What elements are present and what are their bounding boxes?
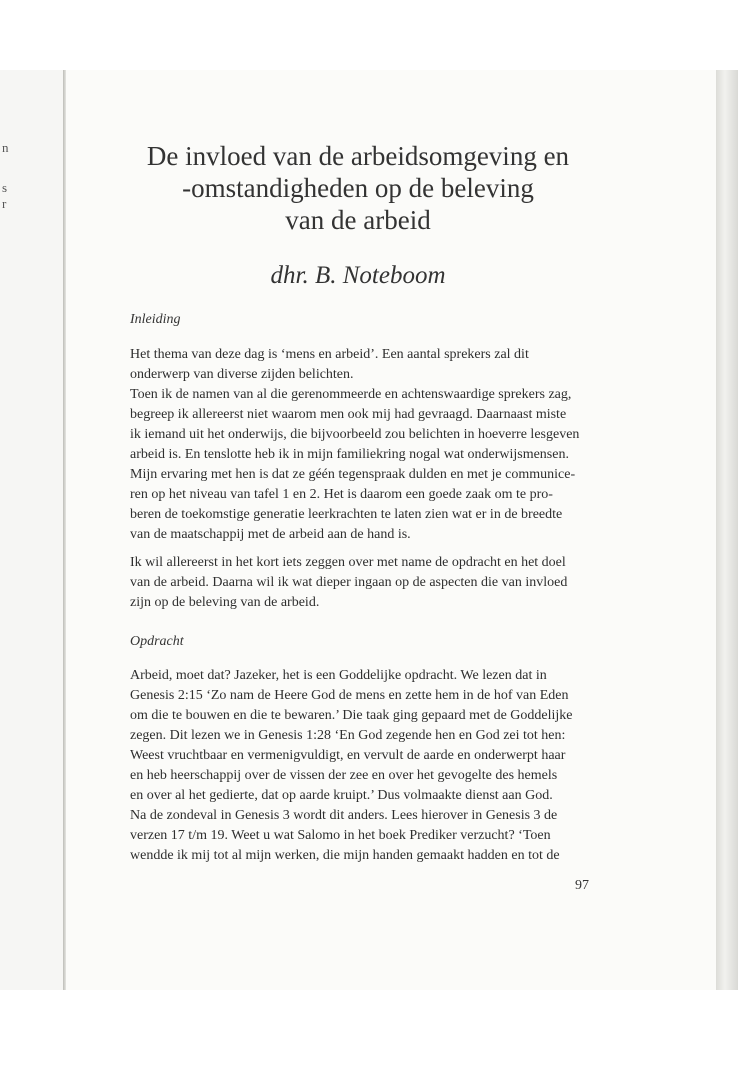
text-line: zegen. Dit lezen we in Genesis 1:28 ‘En God zegende hen en God zei tot hen:	[130, 728, 566, 743]
page-number: 97	[575, 878, 589, 893]
facing-page-letter: n	[2, 140, 9, 155]
text-line: onderwerp van diverse zijden belichten.	[130, 367, 354, 382]
text-line: verzen 17 t/m 19. Weet u wat Salomo in het boek Prediker verzucht? ‘Toen	[130, 828, 551, 843]
paragraph-intro	[130, 345, 590, 545]
section-heading-opdracht: Opdracht	[130, 634, 184, 649]
text-line: om die te bouwen en die te bewaren.’ Die taak ging gepaard met de Goddelijke	[130, 708, 573, 723]
text-line: en heb heerschappij over de vissen der zee en over het gevogelte des hemels	[130, 768, 558, 783]
section-heading-inleiding: Inleiding	[130, 312, 181, 327]
text-line: arbeid is. En tenslotte heb ik in mijn familiekring nogal wat onderwijsmensen.	[130, 447, 569, 462]
text-line: beren de toekomstige generatie leerkrachten te laten zien wat er in de breedte	[130, 507, 563, 522]
text-line: Na de zondeval in Genesis 3 wordt dit anders. Lees hierover in Genesis 3 de	[130, 808, 558, 823]
text-line: begreep ik allereerst niet waarom men ook mij had gevraagd. Daarnaast miste	[130, 407, 567, 422]
text-line: van de maatschappij met de arbeid aan de hand is.	[130, 527, 411, 542]
text-line: Ik wil allereerst in het kort iets zeggen over met name de opdracht en het doel	[130, 555, 566, 570]
author-name: dhr. B. Noteboom	[270, 262, 446, 289]
page-edge-stack	[716, 70, 738, 990]
title-line: De invloed van de arbeidsomgeving en	[146, 141, 570, 171]
text-line: zijn op de beleving van de arbeid.	[130, 595, 320, 610]
text-line: Het thema van deze dag is ‘mens en arbeid’. Een aantal sprekers zal dit	[130, 347, 529, 362]
facing-page-edge	[0, 70, 64, 990]
title-line: van de arbeid	[285, 205, 431, 235]
text-line: wendde ik mij tot al mijn werken, die mijn handen gemaakt hadden en tot de	[130, 848, 560, 863]
paragraph-overview	[130, 553, 590, 613]
text-line: van de arbeid. Daarna wil ik wat dieper ingaan op de aspecten die van invloed	[130, 575, 568, 590]
article-title	[66, 140, 650, 236]
paragraph-opdracht	[130, 666, 590, 866]
text-line: en over al het gedierte, dat op aarde kruipt.’ Dus volmaakte dienst aan God.	[130, 788, 553, 803]
text-line: Toen ik de namen van al die gerenommeerde en achtenswaardige sprekers zag,	[130, 387, 572, 402]
text-line: Mijn ervaring met hen is dat ze géén tegenspraak dulden en met je communice-	[130, 467, 576, 482]
text-line: ik iemand uit het onderwijs, die bijvoorbeeld zou belichten in hoeverre lesgeven	[130, 427, 580, 442]
title-line: -omstandigheden op de beleving	[182, 173, 534, 203]
text-line: Genesis 2:15 ‘Zo nam de Heere God de mens en zette hem in de hof van Eden	[130, 688, 569, 703]
text-line: ren op het niveau van tafel 1 en 2. Het is daarom een goede zaak om te pro-	[130, 487, 553, 502]
text-line: Arbeid, moet dat? Jazeker, het is een Goddelijke opdracht. We lezen dat in	[130, 668, 547, 683]
facing-page-letter: r	[2, 196, 7, 211]
facing-page-letter: s	[2, 180, 8, 195]
text-line: Weest vruchtbaar en vermenigvuldigt, en vervult de aarde en onderwerpt haar	[130, 748, 566, 763]
